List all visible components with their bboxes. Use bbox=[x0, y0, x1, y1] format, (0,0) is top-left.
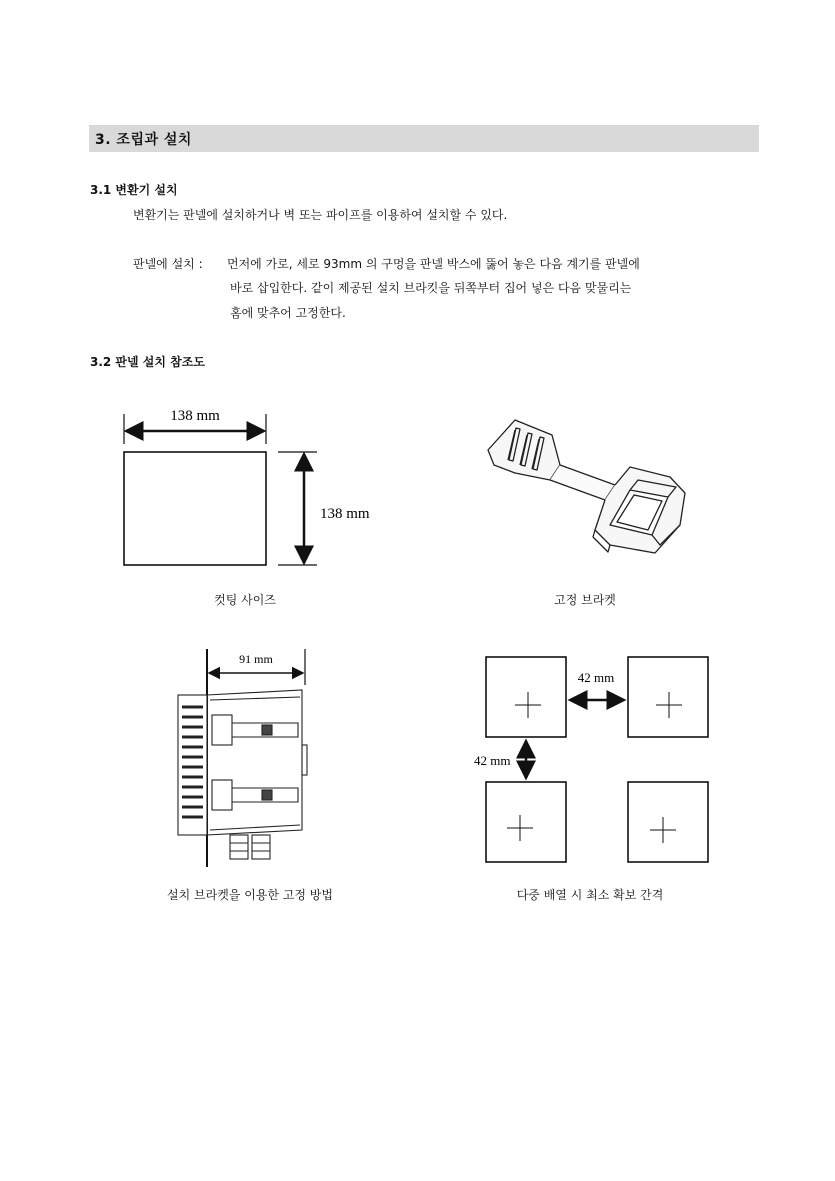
multi-arrangement-figure bbox=[470, 650, 720, 870]
cutout-square bbox=[124, 452, 266, 565]
panel-install-line-1: 먼저에 가로, 세로 93mm 의 구멍을 판넬 박스에 뚫어 놓은 다음 계기를 판넬에 bbox=[227, 257, 640, 271]
depth-dimension-label: 91 mm bbox=[239, 652, 273, 666]
width-dimension-label: 138 mm bbox=[170, 408, 220, 424]
horizontal-gap-label: 42 mm bbox=[577, 670, 615, 685]
subsection-title-3-2: 3.2 판넬 설치 참조도 bbox=[90, 355, 205, 369]
panel-install-line-2: 바로 삽입한다. 같이 제공된 설치 브라킷을 뒤쪽부터 집어 넣은 다음 맞물리는 bbox=[230, 281, 632, 295]
unit-bottom-left bbox=[486, 782, 566, 862]
installation-method-caption: 설치 브라켓을 이용한 고정 방법 bbox=[167, 888, 333, 902]
intro-paragraph: 변환기는 판넬에 설치하거나 벽 또는 파이프를 이용하여 설치할 수 있다. bbox=[133, 208, 508, 222]
unit-top-right bbox=[628, 657, 708, 737]
panel-install-label: 판넬에 설치 : bbox=[133, 257, 203, 271]
multi-arrangement-caption: 다중 배열 시 최소 확보 간격 bbox=[516, 888, 664, 902]
transmitter-side-view bbox=[178, 690, 307, 859]
cutting-size-caption: 컷팅 사이즈 bbox=[214, 593, 276, 607]
unit-top-left bbox=[486, 657, 566, 737]
fixing-bracket-caption: 고정 브라켓 bbox=[554, 593, 616, 607]
fixing-bracket-figure bbox=[480, 405, 700, 565]
vertical-gap-label: 42 mm bbox=[474, 753, 511, 768]
installation-method-figure bbox=[170, 645, 320, 875]
cutting-size-figure bbox=[110, 400, 400, 580]
height-dimension-label: 138 mm bbox=[320, 506, 370, 522]
center-crosshairs bbox=[507, 692, 682, 843]
section-title: 3. 조립과 설치 bbox=[95, 132, 192, 148]
subsection-title-3-1: 3.1 변환기 설치 bbox=[90, 183, 178, 197]
bracket-arm bbox=[550, 465, 615, 500]
unit-bottom-right bbox=[628, 782, 708, 862]
panel-install-line-3: 홈에 맞추어 고정한다. bbox=[230, 306, 346, 320]
